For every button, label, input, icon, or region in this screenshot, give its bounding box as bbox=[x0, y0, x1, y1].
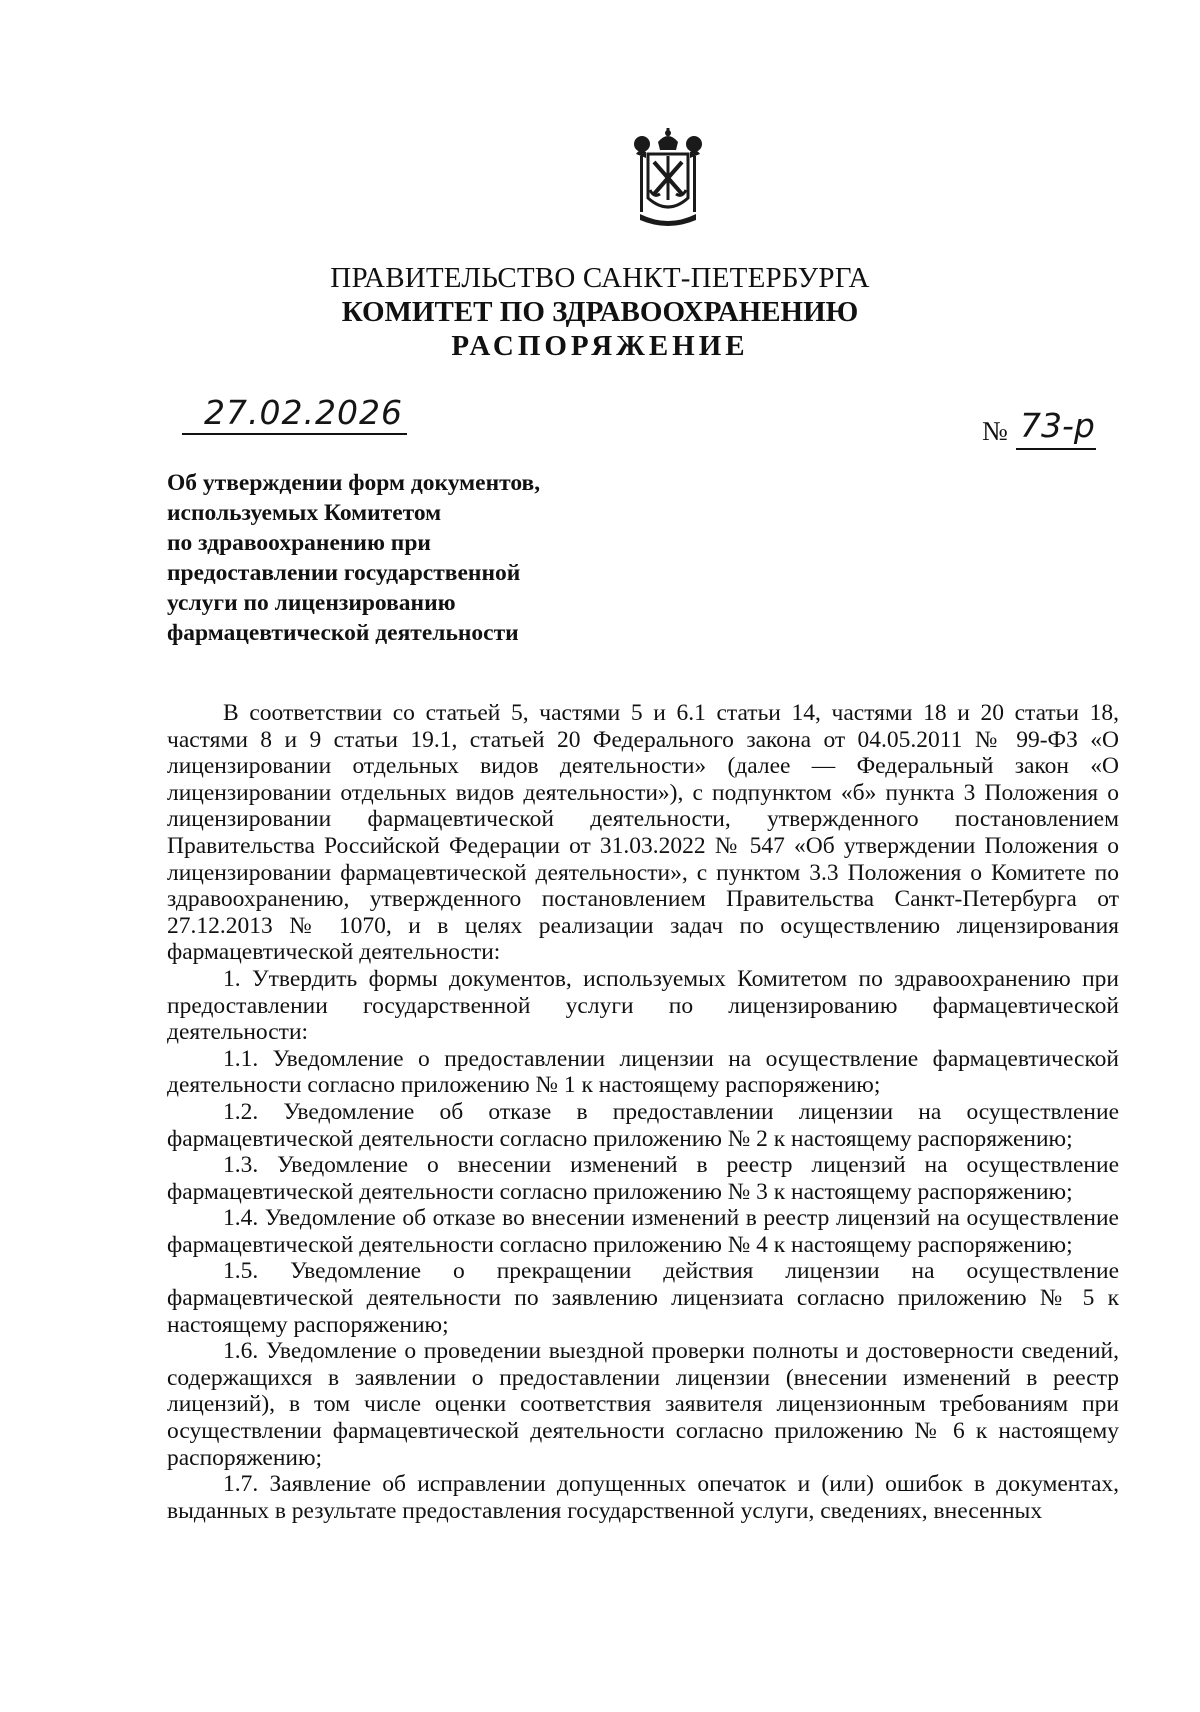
subject-line: Об утверждении форм документов, bbox=[167, 470, 541, 496]
government-title: ПРАВИТЕЛЬСТВО САНКТ-ПЕТЕРБУРГА bbox=[330, 262, 870, 294]
committee-title: КОМИТЕТ ПО ЗДРАВООХРАНЕНИЮ bbox=[341, 296, 859, 328]
item-paragraph: 1.5. Уведомление о прекращении действия лицензии на осуществление фармацевтической деятельности по заявлению лицензиата согласно приложению № 5 к настоящему распоряжению; bbox=[167, 1258, 1119, 1338]
document-date bbox=[182, 393, 407, 437]
subject-line: предоставлении государственной bbox=[167, 560, 521, 586]
document-subject bbox=[167, 468, 587, 648]
handwritten-date: 27.02.2026 bbox=[204, 393, 403, 432]
item-paragraph: 1.6. Уведомление о проведении выездной проверки полноты и достоверности сведений, содержащихся в заявлении о предоставлении лицензии (внесении изменений в реестр лицензий), в том числе оценки соответствия заявителя лицензионным требованиям при осуществлении фармацевтической деятельности согласно приложению № 6 к настоящему распоряжению; bbox=[167, 1338, 1119, 1471]
number-sign: № bbox=[982, 416, 1008, 446]
document-type: РАСПОРЯЖЕНИЕ bbox=[451, 330, 749, 362]
subject-line: фармацевтической деятельности bbox=[167, 620, 519, 646]
document-body bbox=[167, 700, 1119, 1524]
subject-line: по здравоохранению при bbox=[167, 530, 431, 556]
preamble-paragraph: В соответствии со статьей 5, частями 5 и 6.1 статьи 14, частями 18 и 20 статьи 18, частями 8 и 9 статьи 19.1, статьей 20 Федерального закона от 04.05.2011 № 99-ФЗ «О лицензировании отдельных видов деятельности» (далее — Федеральный закон «О лицензировании отдельных видов деятельности»), с подпунктом «б» пункта 3 Положения о лицензировании фармацевтической деятельности, утвержденного постановлением Правительства Российской Федерации от 31.03.2022 № 547 «Об утверждении Положения о лицензировании фармацевтической деятельности», с пунктом 3.3 Положения о Комитете по здравоохранению, утвержденного постановлением Правительства Санкт-Петербурга от 27.12.2013 № 1070, и в целях реализации задач по осуществлению лицензирования фармацевтической деятельности: bbox=[167, 700, 1119, 966]
item-paragraph: 1.3. Уведомление о внесении изменений в реестр лицензий на осуществление фармацевтической деятельности согласно приложению № 3 к настоящему распоряжению; bbox=[167, 1152, 1119, 1205]
subject-line: услуги по лицензированию bbox=[167, 590, 456, 616]
item-paragraph: 1.7. Заявление об исправлении допущенных опечаток и (или) ошибок в документах, выданных в результате предоставления государственной услуги, сведениях, внесенных bbox=[167, 1471, 1119, 1524]
handwritten-number: 73-р bbox=[1020, 406, 1095, 445]
item-paragraph: 1. Утвердить формы документов, используемых Комитетом по здравоохранению при предоставлении государственной услуги по лицензированию фармацевтической деятельности: bbox=[167, 965, 1119, 1046]
subject-line: используемых Комитетом bbox=[167, 500, 442, 526]
item-paragraph: 1.4. Уведомление об отказе во внесении изменений в реестр лицензий на осуществление фармацевтической деятельности согласно приложению № 4 к настоящему распоряжению; bbox=[167, 1205, 1119, 1258]
date-underline bbox=[182, 433, 407, 435]
document-number bbox=[982, 406, 1100, 474]
coat-of-arms-icon bbox=[628, 128, 708, 228]
number-underline bbox=[1016, 448, 1096, 450]
item-paragraph: 1.1. Уведомление о предоставлении лицензии на осуществление фармацевтической деятельности согласно приложению № 1 к настоящему распоряжению; bbox=[167, 1045, 1119, 1099]
item-paragraph: 1.2. Уведомление об отказе в предоставлении лицензии на осуществление фармацевтической деятельности согласно приложению № 2 к настоящему распоряжению; bbox=[167, 1098, 1119, 1152]
